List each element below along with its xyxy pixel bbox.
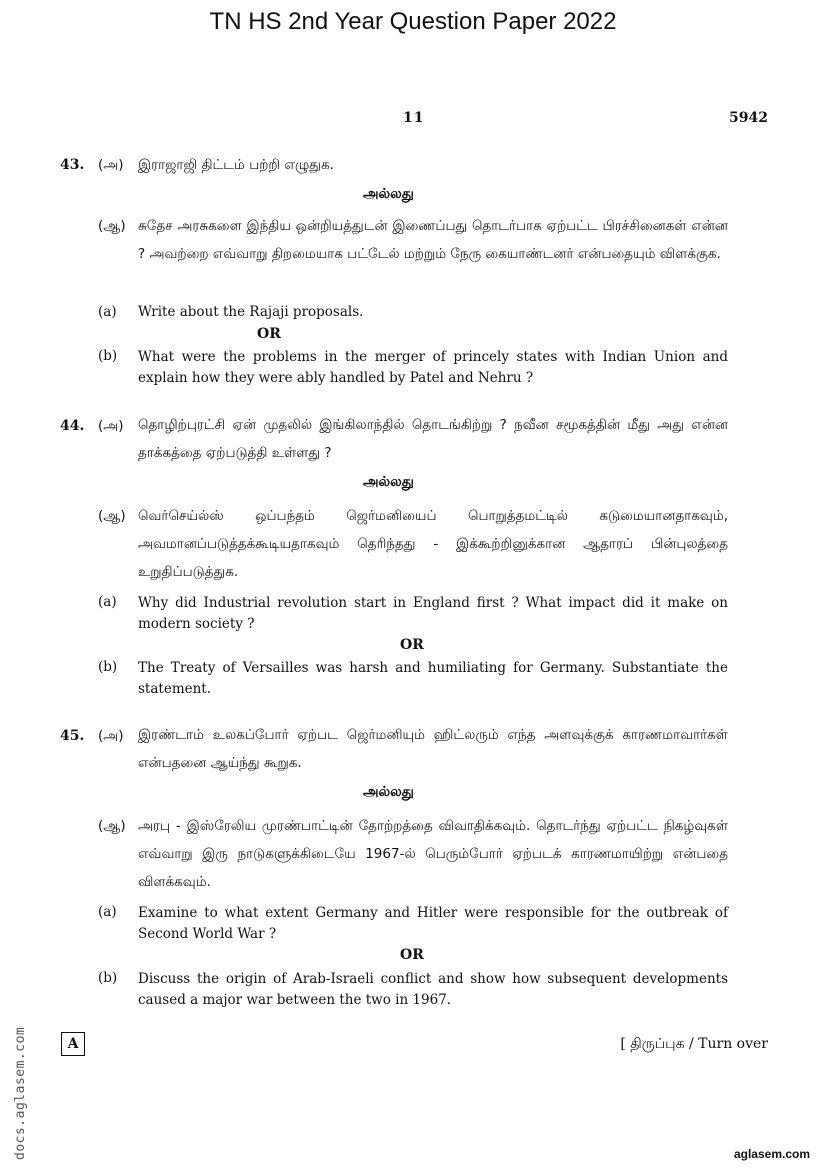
- q43-tamil-b-marker: (ஆ): [98, 218, 126, 234]
- q43-eng-a-marker: (a): [98, 304, 117, 320]
- q44-eng-b-marker: (b): [98, 659, 118, 675]
- q43-tamil-b-text: சுதேச அரசுகளை இந்திய ஒன்றியத்துடன் இணைப்பது தொடர்பாக ஏற்பட்ட பிரச்சினைகள் என்ன ? அவற்றை எவ்வாறு திறமையாக பட்டேல் மற்றும் நேரு கையாண்டனர் என்பதையும் விளக்குக.: [138, 218, 728, 262]
- q43-eng-a-text: Write about the Rajaji proposals.: [138, 304, 364, 320]
- paper-code: 5942: [729, 110, 768, 126]
- q44-tamil-b-text: வெர்செய்ல்ஸ் ஒப்பந்தம் ஜெர்மனியைப் பொறுத்தமட்டில் கடுமையானதாகவும், அவமானப்படுத்தக்கூடியதாகவும் தெரிந்தது - இக்கூற்றினுக்கான ஆதாரப் பின்புலத்தை உறுதிப்படுத்துக.: [138, 508, 728, 580]
- series-box: A: [61, 1032, 85, 1056]
- watermark: docs.aglasem.com: [13, 1026, 28, 1160]
- question-number-44: 44.: [60, 418, 85, 434]
- question-number-45: 45.: [60, 728, 85, 744]
- q45-or-tamil: அல்லது: [363, 784, 414, 800]
- question-number-43: 43.: [60, 157, 85, 173]
- q45-tamil-a-marker: (அ): [98, 728, 124, 744]
- q44-tamil-b-marker: (ஆ): [98, 508, 126, 524]
- q43-tamil-a-text: இராஜாஜி திட்டம் பற்றி எழுதுக.: [138, 157, 334, 173]
- q45-tamil-b-marker: (ஆ): [98, 818, 126, 834]
- q44-or-english: OR: [400, 637, 424, 653]
- q44-or-tamil: அல்லது: [363, 474, 414, 490]
- q45-tamil-b-text: அரபு - இஸ்ரேலிய முரண்பாட்டின் தோற்றத்தை விவாதிக்கவும். தொடர்ந்து ஏற்பட்ட நிகழ்வுகள் எவ்வாறு இரு நாடுகளுக்கிடையே 1967-ல் பெரும்போர் ஏற்படக் காரணமாயிற்று என்பதை விளக்கவும்.: [138, 818, 728, 890]
- q43-tamil-a-marker: (அ): [98, 157, 124, 173]
- q44-tamil-a-text: தொழிற்புரட்சி ஏன் முதலில் இங்கிலாந்தில் தொடங்கிற்று ? நவீன சமூகத்தின் மீது அது என்ன தாக்கத்தை ஏற்படுத்தி உள்ளது ?: [138, 417, 728, 461]
- q43-or-tamil: அல்லது: [363, 186, 414, 202]
- site-label: aglasem.com: [733, 1147, 810, 1161]
- q44-tamil-a-marker: (அ): [98, 418, 124, 434]
- q43-eng-b-text: What were the problems in the merger of princely states with Indian Union and explain how they were ably handled by Patel and Nehru ?: [138, 349, 728, 386]
- q45-eng-a-text: Examine to what extent Germany and Hitler were responsible for the outbreak of Second World War ?: [138, 905, 728, 942]
- q45-eng-b-marker: (b): [98, 970, 118, 986]
- turn-over-label: [ திருப்புக / Turn over: [620, 1036, 768, 1052]
- q43-eng-b-marker: (b): [98, 348, 118, 364]
- page-title: TN HS 2nd Year Question Paper 2022: [209, 8, 617, 35]
- q45-or-english: OR: [400, 947, 424, 963]
- q45-eng-b-text: Discuss the origin of Arab-Israeli conflict and show how subsequent developments caused a major war between the two in 1967.: [138, 971, 728, 1008]
- q44-eng-a-text: Why did Industrial revolution start in England first ? What impact did it make on modern society ?: [138, 595, 728, 632]
- q45-tamil-a-text: இரண்டாம் உலகப்போர் ஏற்பட ஜெர்மனியும் ஹிட்லரும் எந்த அளவுக்குக் காரணமாவார்கள் என்பதனை ஆய்ந்து கூறுக.: [138, 727, 728, 771]
- q44-eng-a-marker: (a): [98, 594, 117, 610]
- q45-eng-a-marker: (a): [98, 904, 117, 920]
- q43-or-english: OR: [257, 326, 281, 342]
- page-number: 11: [403, 110, 425, 126]
- q44-eng-b-text: The Treaty of Versailles was harsh and humiliating for Germany. Substantiate the statement.: [138, 660, 728, 697]
